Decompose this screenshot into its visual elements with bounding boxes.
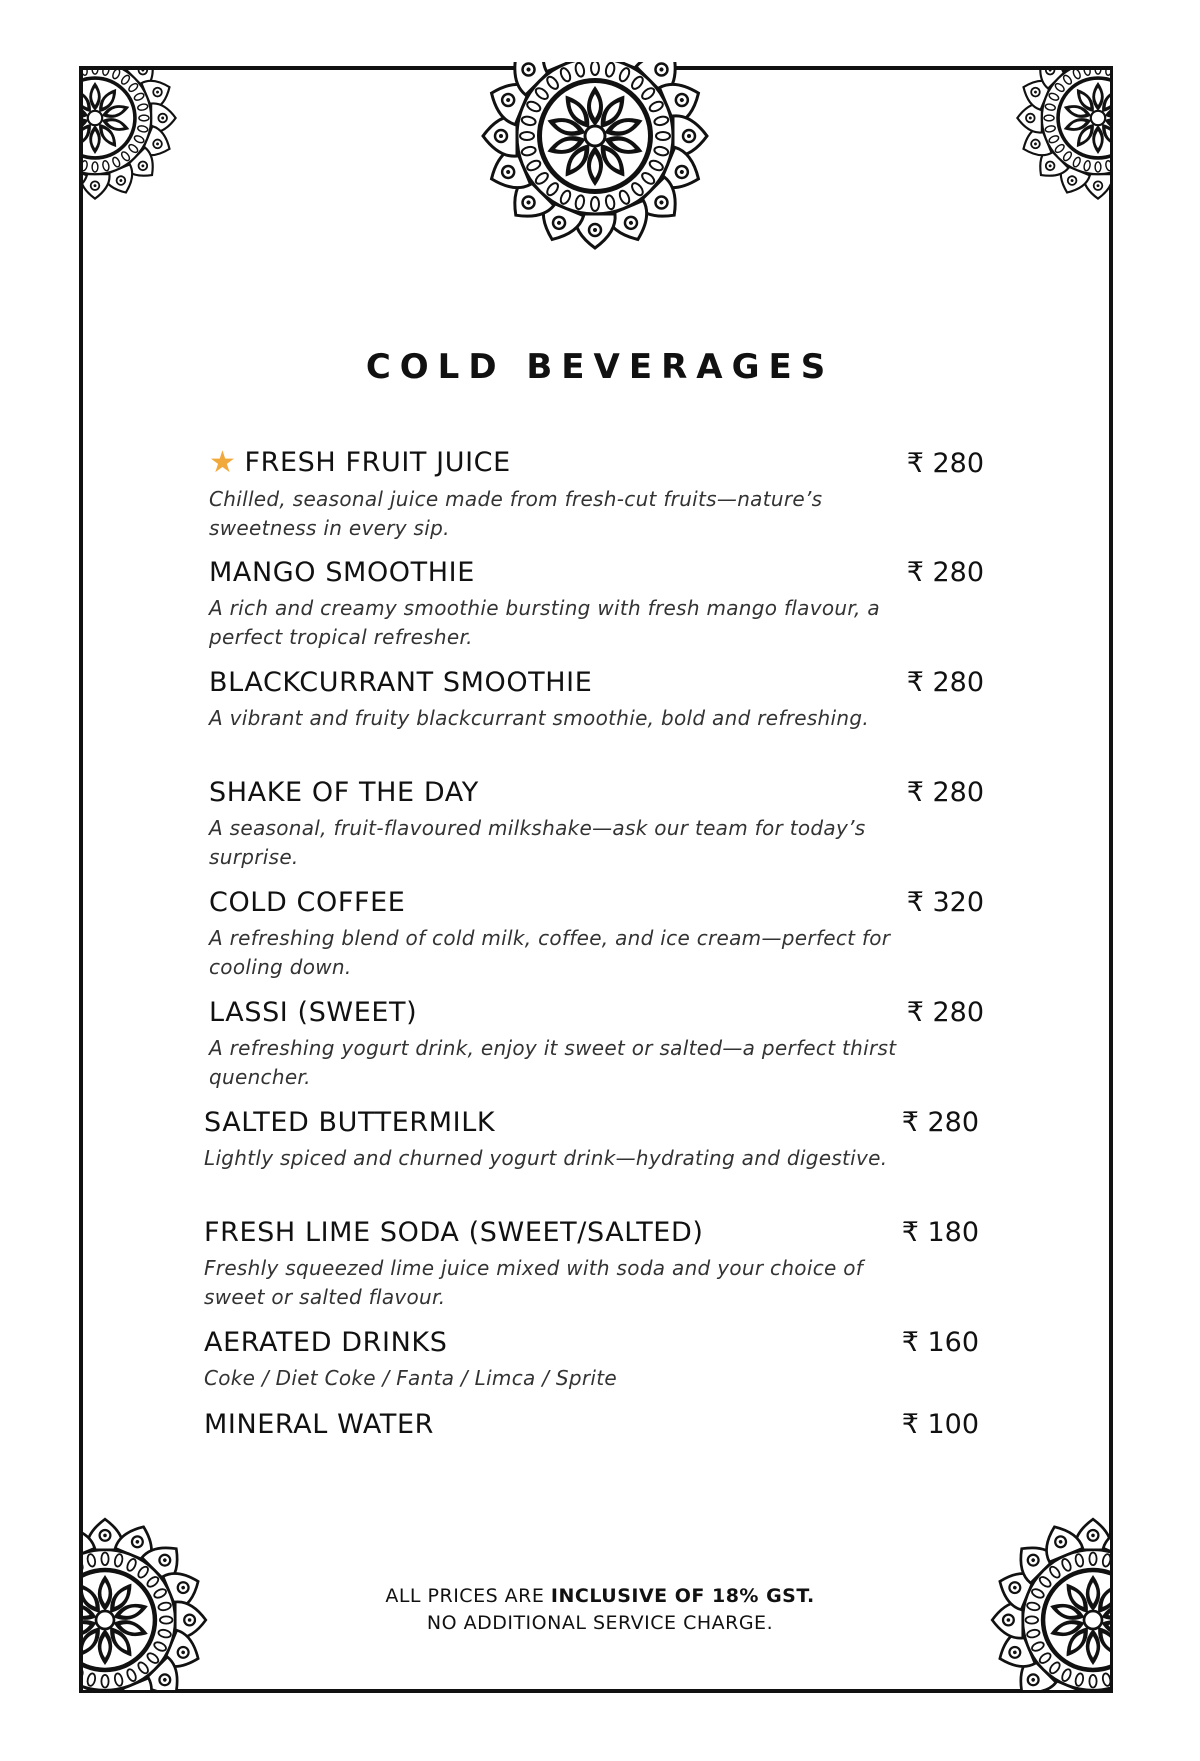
footer-line2: NO ADDITIONAL SERVICE CHARGE. <box>426 1612 774 1634</box>
item-description: A rich and creamy smoothie bursting with fresh mango flavour, a perfect tropical refresher. <box>209 596 880 649</box>
item-price: ₹ 280 <box>906 447 984 479</box>
item-price: ₹ 280 <box>906 557 984 588</box>
item-price: ₹ 180 <box>901 1217 979 1248</box>
item-description: Lightly spiced and churned yogurt drink—hydrating and digestive. <box>204 1146 888 1170</box>
item-price: ₹ 280 <box>906 667 984 698</box>
item-name: SALTED BUTTERMILK <box>204 1107 496 1138</box>
item-description: A seasonal, fruit-flavoured milkshake—ask our team for today’s surprise. <box>209 816 866 869</box>
footer-note <box>0 1583 1200 1637</box>
footer-line1-text: ALL PRICES ARE <box>385 1585 551 1607</box>
menu-item <box>209 444 1009 543</box>
item-description: A refreshing yogurt drink, enjoy it sweet or salted—a perfect thirst quencher. <box>209 1036 897 1089</box>
star-icon: ★ <box>209 444 237 480</box>
item-name: MINERAL WATER <box>204 1409 434 1440</box>
item-name: MANGO SMOOTHIE <box>209 557 475 588</box>
item-price: ₹ 280 <box>901 1107 979 1138</box>
item-description: Coke / Diet Coke / Fanta / Limca / Sprite <box>204 1366 618 1390</box>
item-name: COLD COFFEE <box>209 887 406 918</box>
item-name: AERATED DRINKS <box>204 1327 448 1358</box>
item-price: ₹ 100 <box>901 1409 979 1440</box>
menu-item <box>204 1327 1004 1393</box>
item-name: FRESH LIME SODA (SWEET/SALTED) <box>204 1217 704 1248</box>
menu-border <box>79 66 1113 1693</box>
item-price: ₹ 160 <box>901 1327 979 1358</box>
mandala-icon <box>83 70 208 225</box>
menu-item <box>209 887 1009 982</box>
menu-item <box>204 1107 1004 1173</box>
menu-title: COLD BEVERAGES <box>365 347 835 387</box>
item-price: ₹ 280 <box>906 997 984 1028</box>
footer-line1-bold: INCLUSIVE OF 18% GST. <box>550 1585 815 1607</box>
item-description: Freshly squeezed lime juice mixed with soda and your choice of sweet or salted flavour. <box>204 1256 864 1309</box>
item-name: SHAKE OF THE DAY <box>209 777 479 808</box>
item-description: Chilled, seasonal juice made from fresh-cut fruits—nature’s sweetness in every sip. <box>209 486 823 540</box>
item-price: ₹ 320 <box>906 887 984 918</box>
mandala-icon <box>950 1470 1110 1690</box>
menu-item <box>204 1217 1004 1312</box>
item-price: ₹ 280 <box>906 777 984 808</box>
menu-item <box>204 1409 1004 1440</box>
menu-item <box>209 557 1009 652</box>
menu-item <box>209 667 1009 733</box>
item-name: LASSI (SWEET) <box>209 997 418 1028</box>
menu-item <box>209 777 1009 872</box>
item-description: A refreshing blend of cold milk, coffee, and ice cream—perfect for cooling down. <box>209 926 891 979</box>
menu-item <box>209 997 1009 1092</box>
mandala-icon <box>83 1470 253 1690</box>
item-name: BLACKCURRANT SMOOTHIE <box>209 667 593 698</box>
item-description: A vibrant and fruity blackcurrant smoothie, bold and refreshing. <box>209 706 869 730</box>
mandala-icon <box>450 62 740 290</box>
mandala-icon <box>985 70 1110 225</box>
item-name: FRESH FRUIT JUICE <box>244 447 511 478</box>
